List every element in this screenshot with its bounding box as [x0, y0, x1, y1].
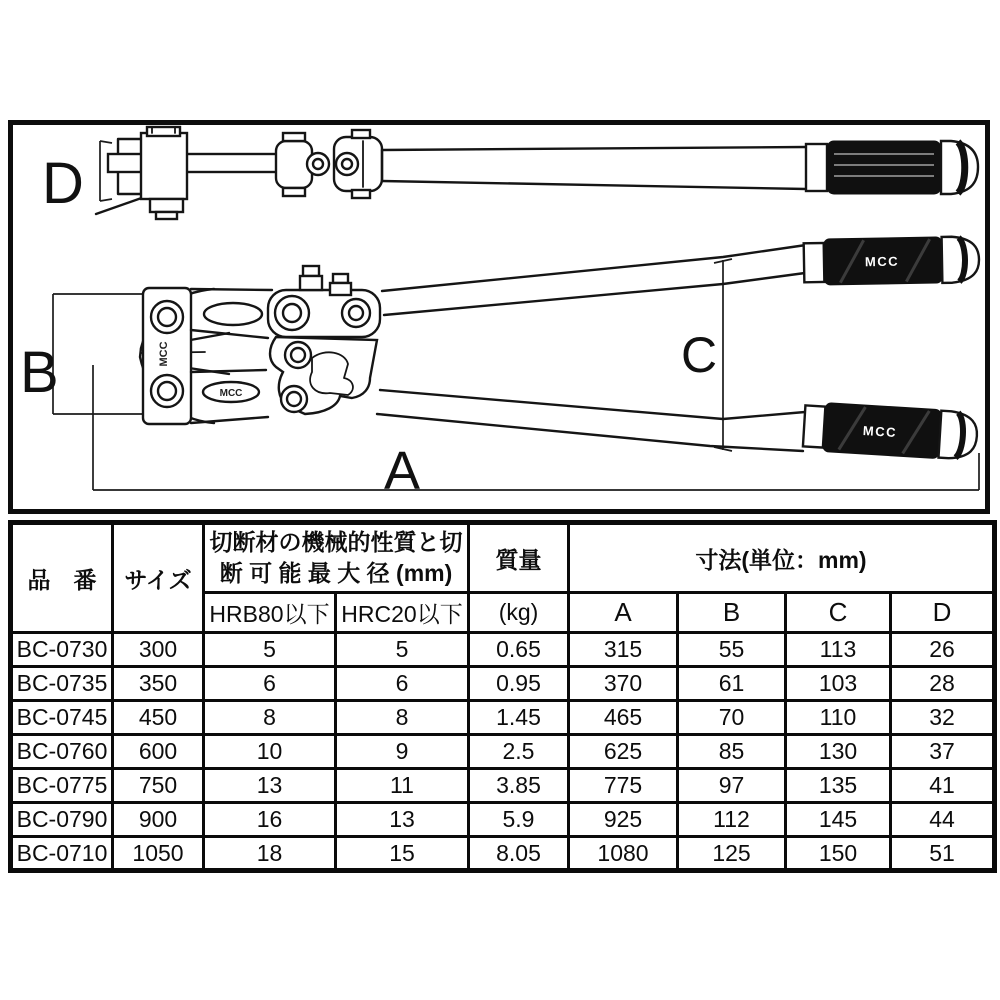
lower-grip [803, 401, 979, 460]
spec-row [11, 701, 995, 735]
spec-cell: 6 [204, 667, 336, 701]
dim-label-d: D [42, 151, 84, 216]
spec-cell: 110 [786, 701, 891, 735]
spec-cell: 5.9 [469, 803, 569, 837]
spec-row [11, 667, 995, 701]
header-product-no: 品 番 [11, 523, 113, 633]
upper-grip [804, 236, 980, 285]
spec-cell: 32 [891, 701, 995, 735]
header-cut-spec-line1: 切断材の機械的性質と切 [209, 528, 463, 555]
dim-label-a: A [384, 441, 421, 501]
spec-cell: 16 [204, 803, 336, 837]
spec-cell: 9 [336, 735, 469, 769]
spec-cell: 465 [569, 701, 678, 735]
header-cut-spec-line2: 断 可 能 最 大 径 (mm) [219, 560, 453, 586]
header-hrc: HRC20以下 [336, 593, 469, 633]
header-cut-spec [204, 523, 469, 593]
spec-cell: 370 [569, 667, 678, 701]
header-hrb: HRB80以下 [204, 593, 336, 633]
spec-cell: BC-0745 [11, 701, 113, 735]
spec-cell: 44 [891, 803, 995, 837]
spec-cell: 11 [336, 769, 469, 803]
spec-cell: 600 [113, 735, 204, 769]
spec-cell: 1080 [569, 837, 678, 871]
spec-cell: BC-0790 [11, 803, 113, 837]
spec-row [11, 735, 995, 769]
spec-row [11, 769, 995, 803]
spec-cell: 26 [891, 633, 995, 667]
spec-cell: 55 [678, 633, 786, 667]
spec-cell: 28 [891, 667, 995, 701]
spec-cell: 15 [336, 837, 469, 871]
spec-cell: 1.45 [469, 701, 569, 735]
spec-cell: 0.95 [469, 667, 569, 701]
spec-cell: 625 [569, 735, 678, 769]
spec-cell: 85 [678, 735, 786, 769]
top-view-drawing [42, 127, 978, 219]
spec-cell: 8 [336, 701, 469, 735]
badge-brand-text: MCC [219, 388, 243, 399]
grip-ferrule [806, 144, 827, 191]
spec-row [11, 837, 995, 871]
header-mass-unit: (kg) [469, 593, 569, 633]
header-dim-d: D [891, 593, 995, 633]
spec-cell: 8.05 [469, 837, 569, 871]
upper-grip-brand-text: MCC [864, 253, 900, 270]
spec-cell: 125 [678, 837, 786, 871]
spec-cell: 6 [336, 667, 469, 701]
spec-cell: 70 [678, 701, 786, 735]
jaw-brand-text: MCC [158, 341, 170, 367]
dim-label-c: C [681, 327, 718, 383]
spec-cell: 112 [678, 803, 786, 837]
spec-cell: BC-0735 [11, 667, 113, 701]
header-dim-c: C [786, 593, 891, 633]
spec-cell: 97 [678, 769, 786, 803]
spec-cell: 41 [891, 769, 995, 803]
spec-cell: 13 [204, 769, 336, 803]
spec-cell: 10 [204, 735, 336, 769]
top-view-grip [827, 141, 978, 194]
spec-cell: 775 [569, 769, 678, 803]
header-size: サイズ [113, 523, 204, 633]
spec-cell: 135 [786, 769, 891, 803]
spec-cell: BC-0730 [11, 633, 113, 667]
spec-cell: BC-0775 [11, 769, 113, 803]
spec-cell: 5 [336, 633, 469, 667]
spec-cell: BC-0710 [11, 837, 113, 871]
spec-cell: 61 [678, 667, 786, 701]
spec-cell: 0.65 [469, 633, 569, 667]
header-dimensions: 寸法(単位：mm) [569, 523, 995, 593]
bolt-cutter-technical-drawing [13, 125, 985, 509]
spec-cell: 900 [113, 803, 204, 837]
spec-table-body [11, 633, 995, 871]
spec-cell: 37 [891, 735, 995, 769]
spec-cell: 150 [786, 837, 891, 871]
spec-cell: 145 [786, 803, 891, 837]
spec-cell: 113 [786, 633, 891, 667]
spec-cell: 18 [204, 837, 336, 871]
lower-grip-brand-text: MCC [862, 422, 898, 441]
spec-cell: 350 [113, 667, 204, 701]
spec-cell: 130 [786, 735, 891, 769]
technical-drawing-box [8, 120, 990, 514]
spec-cell: 300 [113, 633, 204, 667]
spec-cell: 450 [113, 701, 204, 735]
header-mass: 質量 [469, 523, 569, 593]
spec-cell: BC-0760 [11, 735, 113, 769]
spec-cell: 8 [204, 701, 336, 735]
spec-row [11, 633, 995, 667]
spec-cell: 925 [569, 803, 678, 837]
header-dim-b: B [678, 593, 786, 633]
dim-label-b: B [20, 340, 59, 405]
spec-table [8, 520, 997, 873]
header-dim-a: A [569, 593, 678, 633]
spec-cell: 750 [113, 769, 204, 803]
spec-cell: 1050 [113, 837, 204, 871]
spec-cell: 2.5 [469, 735, 569, 769]
spec-cell: 13 [336, 803, 469, 837]
main-view-drawing [20, 236, 979, 501]
spec-cell: 3.85 [469, 769, 569, 803]
spec-cell: 5 [204, 633, 336, 667]
spec-cell: 315 [569, 633, 678, 667]
spec-cell: 51 [891, 837, 995, 871]
spec-cell: 103 [786, 667, 891, 701]
spec-row [11, 803, 995, 837]
